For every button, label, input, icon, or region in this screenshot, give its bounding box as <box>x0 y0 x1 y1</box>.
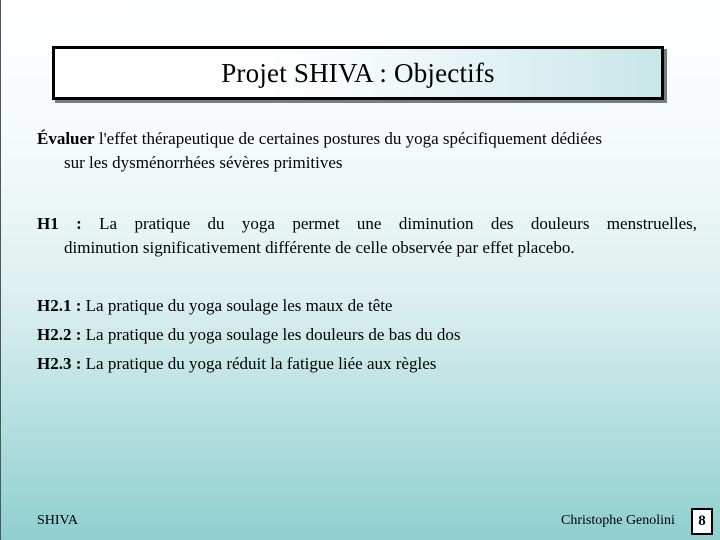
footer-project: SHIVA <box>37 513 78 528</box>
h2-3-text: La pratique du yoga réduit la fatigue liée aux règles <box>81 354 437 373</box>
hypothesis-h2-2 <box>37 323 461 347</box>
h2-1-text: La pratique du yoga soulage les maux de tête <box>81 296 393 315</box>
h2-1-label: H2.1 : <box>37 296 82 315</box>
hypothesis-h1 <box>37 212 697 260</box>
evaluate-paragraph <box>37 127 697 175</box>
title-box <box>52 46 664 100</box>
hypothesis-h2-1 <box>37 294 392 318</box>
evaluate-line2: sur les dysménorrhées sévères primitives <box>64 153 343 172</box>
h2-2-label: H2.2 : <box>37 325 82 344</box>
hypothesis-h2-3 <box>37 352 436 376</box>
evaluate-bold: Évaluer <box>37 129 95 148</box>
slide-frame-edge <box>0 0 1 540</box>
h1-line1: La pratique du yoga permet une diminution des douleurs menstruelles, <box>81 214 697 233</box>
evaluate-line1: l'effet thérapeutique de certaines postures du yoga spécifiquement dédiées <box>94 129 602 148</box>
h1-label: H1 : <box>37 214 82 233</box>
slide-title: Projet SHIVA : Objectifs <box>221 57 495 88</box>
footer-author: Christophe Genolini <box>561 513 675 528</box>
page-number: 8 <box>691 508 713 535</box>
h2-2-text: La pratique du yoga soulage les douleurs de bas du dos <box>81 325 461 344</box>
h1-line2: diminution significativement différente de celle observée par effet placebo. <box>64 238 575 257</box>
h2-3-label: H2.3 : <box>37 354 82 373</box>
